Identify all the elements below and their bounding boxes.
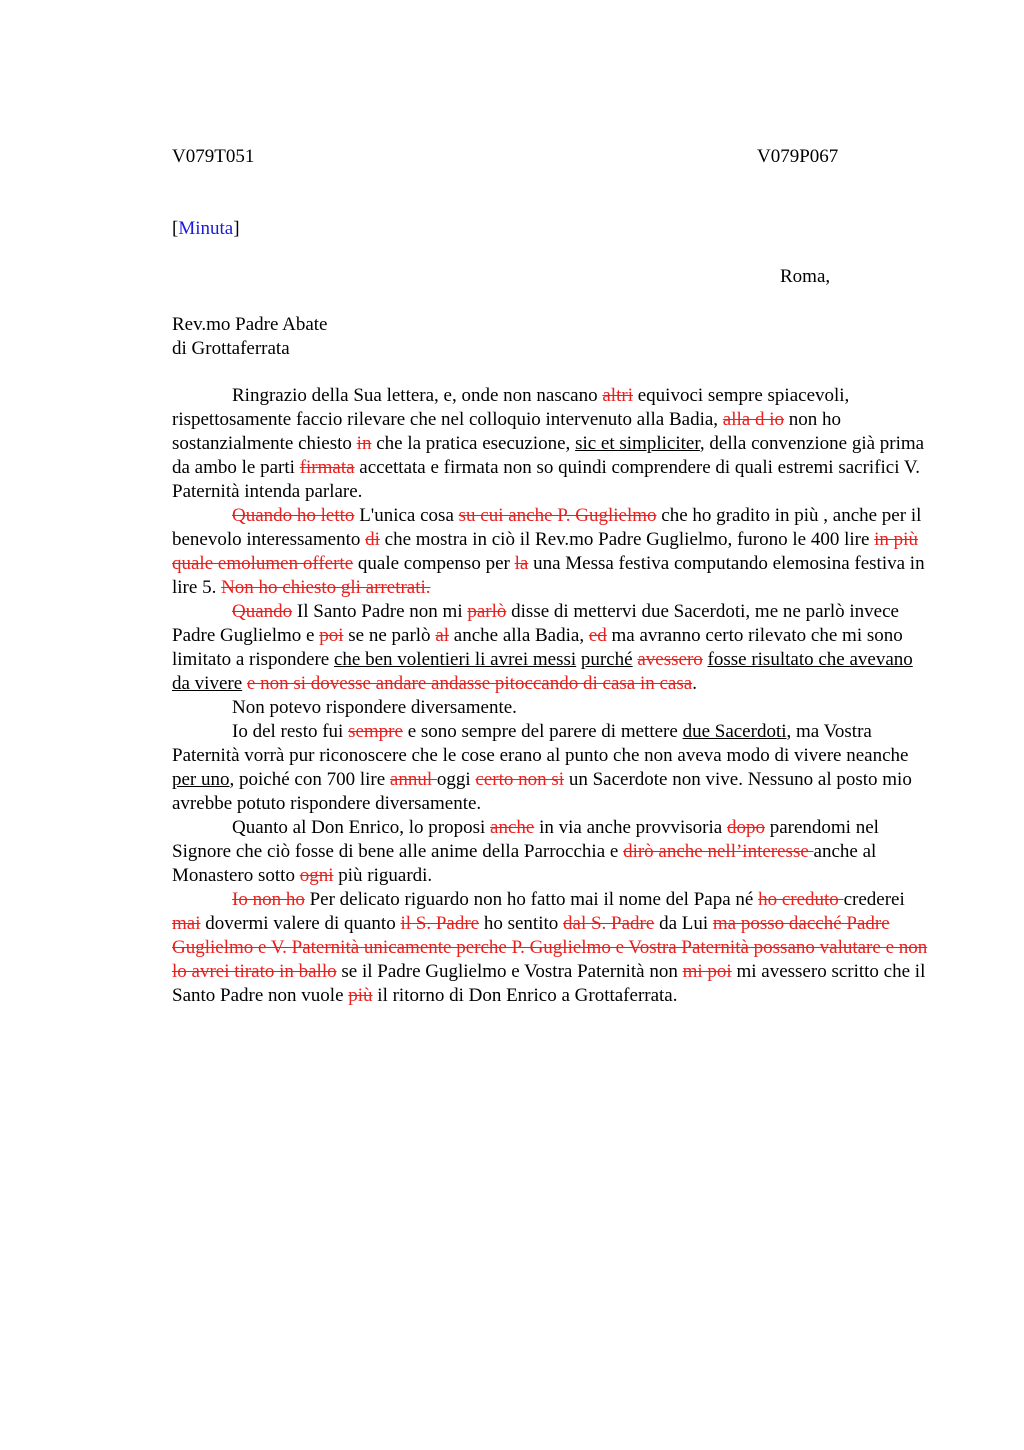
deleted-text: dal S. Padre xyxy=(563,913,655,934)
deleted-text: la xyxy=(514,553,529,574)
underlined-text: fosse risultato che avevano da vivere xyxy=(172,649,913,694)
letter-paragraph-4 xyxy=(172,696,932,720)
text: anche alla Badia, xyxy=(449,625,589,646)
text: se ne parlò xyxy=(343,625,436,646)
deleted-text: ogni xyxy=(299,865,334,886)
deleted-text: più xyxy=(348,985,373,1006)
deleted-text: ho creduto xyxy=(758,889,844,910)
text: . xyxy=(692,673,697,694)
label-minuta: Minuta xyxy=(178,218,234,239)
addressee-line-2: di Grottaferrata xyxy=(172,338,290,359)
deleted-text: annul xyxy=(389,769,437,790)
document-code-left: V079T051 xyxy=(172,146,255,167)
deleted-text: Quando xyxy=(232,601,293,622)
letter-paragraph-6 xyxy=(172,816,932,888)
text: il ritorno di Don Enrico a Grottaferrata. xyxy=(372,985,678,1006)
deleted-text: certo non si xyxy=(475,769,565,790)
letter-paragraph-2 xyxy=(172,504,932,600)
deleted-text: parlò xyxy=(467,601,507,622)
deleted-text: il S. Padre xyxy=(400,913,480,934)
deleted-text: Io non ho xyxy=(232,889,305,910)
text: , della convenzione già prima da ambo le parti xyxy=(172,433,925,478)
deleted-text: poi xyxy=(319,625,344,646)
deleted-text: mai xyxy=(172,913,201,934)
text: che ho gradito in più , anche per il benevolo interessamento xyxy=(172,505,922,550)
text: , poiché con 700 lire xyxy=(229,769,390,790)
letter-paragraph-5 xyxy=(172,720,932,816)
deleted-text: su cui anche P. Guglielmo xyxy=(458,505,657,526)
letter-paragraph-7 xyxy=(172,888,932,1008)
letter-paragraph-3 xyxy=(172,600,932,696)
underlined-text: due Sacerdoti xyxy=(682,721,787,742)
text: Non potevo rispondere diversamente. xyxy=(232,697,517,718)
label-open-bracket: [ xyxy=(172,218,179,239)
underlined-text: che ben volentieri li avrei messi xyxy=(333,649,577,670)
letter-paragraph-1 xyxy=(172,384,932,504)
deleted-text: dirò anche nell’interesse xyxy=(623,841,814,862)
letter-body xyxy=(172,384,932,1008)
deleted-text: Quando ho letto xyxy=(232,505,355,526)
deleted-text: firmata xyxy=(299,457,355,478)
text: da Lui xyxy=(654,913,713,934)
deleted-text: Non ho chiesto gli arretrati. xyxy=(221,577,431,598)
text: oggi xyxy=(436,769,476,790)
underlined-text: purché xyxy=(580,649,633,670)
text: accettata e firmata non so quindi comprendere di quali estremi sacrifici V. Paternità intenda parlare. xyxy=(172,457,920,502)
deleted-text: mi poi xyxy=(682,961,732,982)
document-label xyxy=(172,218,240,240)
text: anche al Monastero sotto xyxy=(172,841,877,886)
text: parendomi nel Signore che ciò fosse di bene alle anime della Parrocchia e xyxy=(172,817,879,862)
deleted-text: sempre xyxy=(348,721,403,742)
deleted-text: di xyxy=(365,529,380,550)
text: Io del resto fui xyxy=(232,721,349,742)
addressee-line-1: Rev.mo Padre Abate xyxy=(172,314,328,335)
text: che mostra in ciò il Rev.mo Padre Guglielmo, furono le 400 lire xyxy=(379,529,875,550)
text: se il Padre Guglielmo e Vostra Paternità non xyxy=(336,961,683,982)
text: quale compenso per xyxy=(353,553,515,574)
deleted-text: dopo xyxy=(726,817,765,838)
text: e sono sempre del parere di mettere xyxy=(402,721,683,742)
underlined-text: sic et simpliciter xyxy=(575,433,700,454)
text: dovermi valere di quanto xyxy=(200,913,401,934)
deleted-text: anche xyxy=(490,817,535,838)
text: ho sentito xyxy=(479,913,564,934)
text: Ringrazio della Sua lettera, e, onde non nascano xyxy=(232,385,603,406)
deleted-text: e non si dovesse andare andasse pitoccando di casa in casa xyxy=(246,673,693,694)
text: un Sacerdote non vive. Nessuno al posto mio avrebbe potuto rispondere diversamente. xyxy=(172,769,912,814)
underlined-text: per uno xyxy=(172,769,230,790)
deleted-text: in più quale emolumen offerte xyxy=(172,529,918,574)
deleted-text: alla d io xyxy=(722,409,784,430)
text: L'unica cosa xyxy=(354,505,459,526)
text: disse di mettervi due Sacerdoti, me ne parlò invece Padre Guglielmo e xyxy=(172,601,899,646)
text: equivoci sempre spiacevoli, rispettosamente faccio rilevare che nel colloquio intervenuto alla Badia, xyxy=(172,385,850,430)
deleted-text: al xyxy=(435,625,450,646)
deleted-text: altri xyxy=(602,385,633,406)
place-line: Roma, xyxy=(780,266,831,287)
deleted-text: ed xyxy=(588,625,607,646)
text: una Messa festiva computando elemosina festiva in lire 5. xyxy=(172,553,925,598)
deleted-text: ma posso dacché Padre Guglielmo e V. Paternità unicamente perche P. Guglielmo e Vostra Paternità possano valutare e non lo avrei tirato in ballo xyxy=(172,913,928,982)
text: crederei xyxy=(843,889,905,910)
addressee-block xyxy=(172,313,327,361)
text: Quanto al Don Enrico, lo proposi xyxy=(232,817,491,838)
text: Il Santo Padre non mi xyxy=(292,601,468,622)
deleted-text: avessero xyxy=(637,649,703,670)
label-close-bracket: ] xyxy=(233,218,240,239)
text: , ma Vostra Paternità vorrà pur riconoscere che le cose erano al punto che non aveva modo di vivere neanche xyxy=(172,721,909,766)
document-code-right: V079P067 xyxy=(757,146,839,167)
text: Per delicato riguardo non ho fatto mai il nome del Papa né xyxy=(304,889,759,910)
text: che la pratica esecuzione, xyxy=(371,433,576,454)
text: mi avessero scritto che il Santo Padre non vuole xyxy=(172,961,926,1006)
text: in via anche provvisoria xyxy=(534,817,727,838)
text: ma avranno certo rilevato che mi sono limitato a rispondere xyxy=(172,625,903,670)
text: non ho sostanzialmente chiesto xyxy=(172,409,841,454)
deleted-text: in xyxy=(356,433,372,454)
text: più riguardi. xyxy=(333,865,433,886)
